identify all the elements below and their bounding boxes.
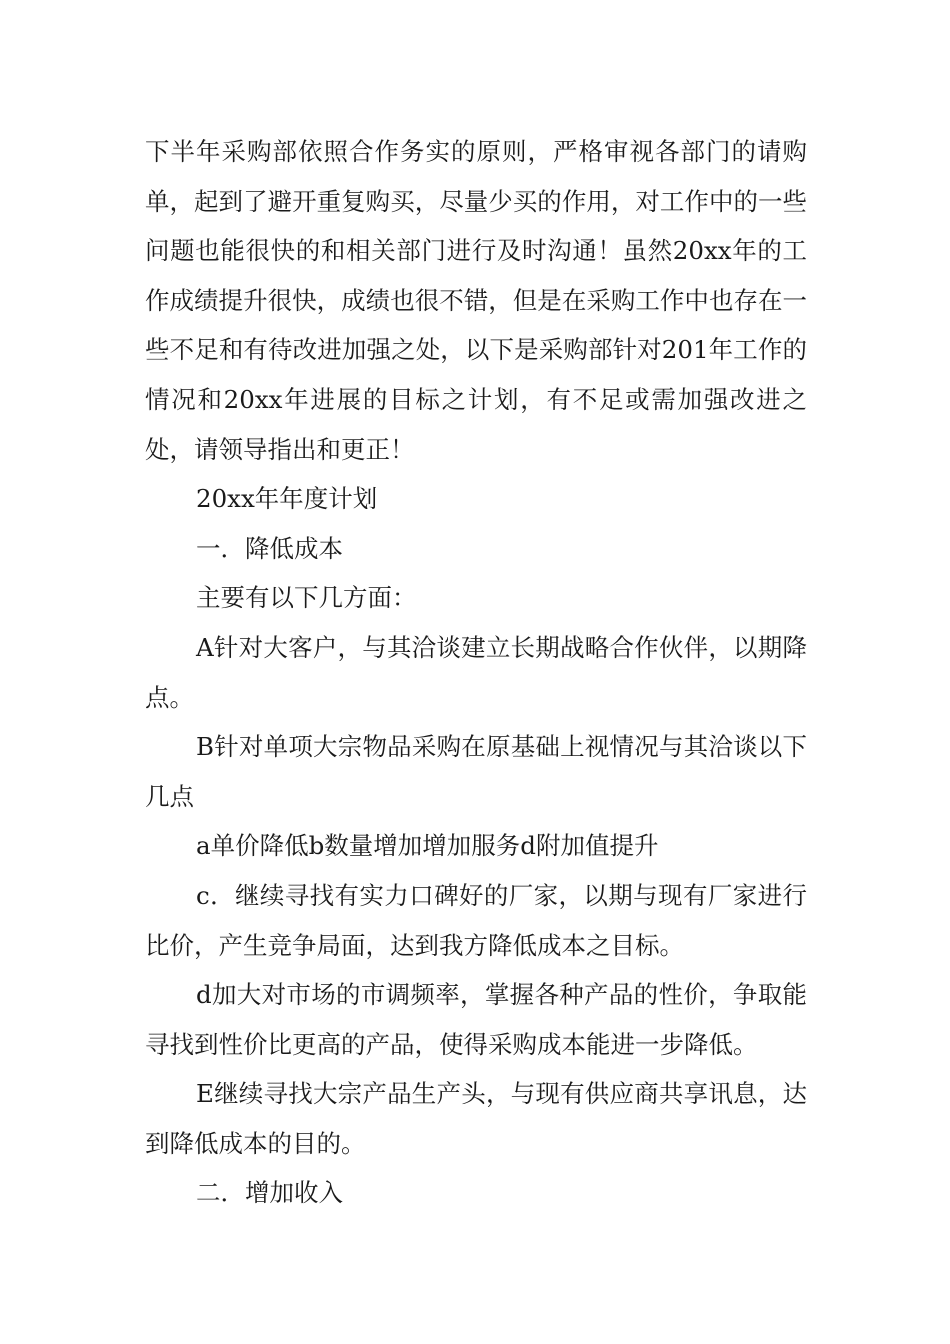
- aspects-intro: 主要有以下几方面：: [196, 583, 417, 613]
- document-body: [145, 127, 807, 1218]
- item-b-paragraph: B针对单项大宗物品采购在原基础上视情况与其洽谈以下几点: [145, 732, 807, 811]
- plan-title: 20xx年年度计划: [196, 484, 378, 514]
- sub-items-paragraph: a单价降低b数量增加增加服务d附加值提升: [196, 831, 659, 861]
- section-heading-cost: 一．降低成本: [196, 533, 343, 563]
- item-e-paragraph: E继续寻找大宗产品生产头，与现有供应商共享讯息，达到降低成本的目的。: [145, 1079, 807, 1158]
- item-c-paragraph: c．继续寻找有实力口碑好的厂家，以期与现有厂家进行比价，产生竞争局面，达到我方降低成本之目标。: [145, 880, 807, 960]
- item-a-paragraph: A针对大客户，与其洽谈建立长期战略合作伙伴，以期降点。: [145, 632, 807, 712]
- intro-paragraph: 下半年采购部依照合作务实的原则，严格审视各部门的请购单，起到了避开重复购买，尽量少买的作用，对工作中的一些问题也能很快的和相关部门进行及时沟通！虽然20xx年的工作成绩提升很快，成绩也很不错，但是在采购工作中也存在一些不足和有待改进加强之处，以下是采购部针对201年工作的情况和20xx年进展的目标之计划，有不足或需加强改进之处，请领导指出和更正！: [145, 137, 807, 464]
- section-heading-income: 二．增加收入: [196, 1178, 343, 1208]
- item-d-paragraph: d加大对市场的市调频率，掌握各种产品的性价，争取能寻找到性价比更高的产品，使得采购成本能进一步降低。: [145, 980, 807, 1059]
